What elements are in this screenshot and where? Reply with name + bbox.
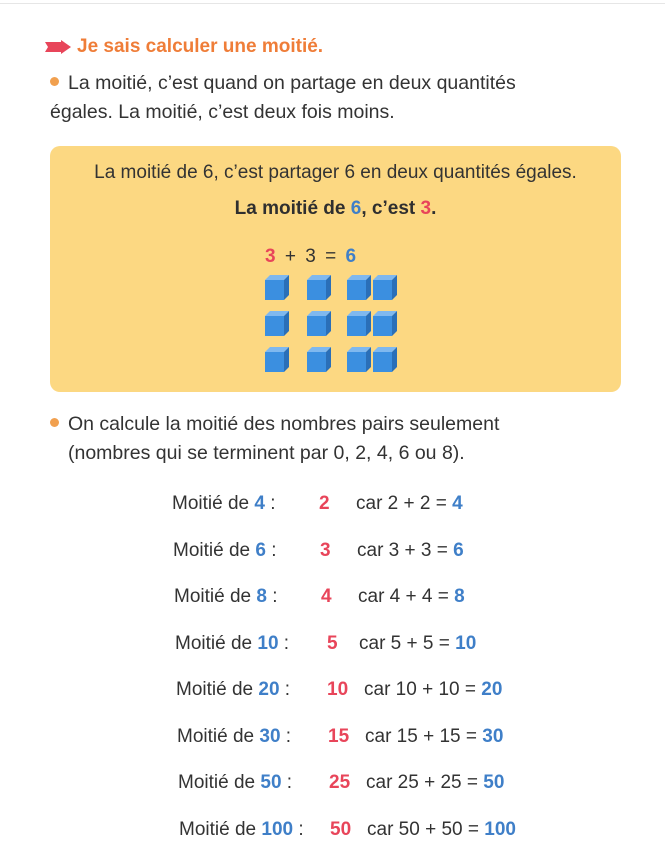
half-row-colon: : [278, 632, 290, 654]
half-row-total: 8 [454, 586, 465, 607]
cube-icon [304, 346, 332, 374]
half-row-sum: car 3 + 3 = [357, 539, 454, 561]
half-row-label [177, 726, 291, 748]
half-row-number: 4 [254, 493, 265, 514]
equation-plus: + [284, 246, 296, 267]
half-row-label [179, 819, 304, 841]
example-equation [265, 246, 356, 268]
cube-icon [370, 346, 398, 374]
half-row-result: 15 [328, 725, 350, 747]
rule-paragraph [50, 410, 590, 468]
half-row-result: 50 [330, 818, 352, 840]
half-row-sum: car 25 + 25 = [366, 772, 484, 793]
half-row-number: 8 [256, 586, 267, 607]
half-row-colon: : [264, 493, 276, 514]
example-line-2-middle: , c’est [361, 198, 421, 219]
half-row-colon: : [293, 818, 304, 840]
half-row-result: 10 [327, 679, 349, 700]
half-row-sum: car 10 + 10 = [364, 679, 482, 700]
cube-icon [344, 310, 372, 338]
half-row-result: 3 [320, 539, 331, 561]
rule-line-1: On calcule la moitié des nombres pairs seulement [68, 413, 500, 435]
half-row-result: 2 [319, 493, 330, 514]
half-row-result: 4 [321, 586, 332, 607]
half-row-prefix: Moitié de [173, 539, 256, 561]
half-row-sum: car 2 + 2 = [356, 493, 453, 514]
section-heading [45, 36, 323, 58]
cube-icon [344, 346, 372, 374]
half-row-check [358, 586, 465, 608]
bullet-icon [50, 77, 59, 86]
cube-icon [304, 310, 332, 338]
half-row-check [366, 772, 504, 794]
example-box [50, 146, 621, 392]
half-row-number: 10 [257, 632, 279, 654]
half-row-check [359, 633, 476, 655]
half-row-result: 5 [327, 632, 338, 654]
arrow-right-icon [45, 40, 71, 54]
half-row-label [173, 540, 277, 562]
half-row-prefix: Moitié de [175, 632, 258, 654]
half-row-prefix: Moitié de [174, 586, 257, 607]
half-row-total: 6 [453, 539, 464, 561]
bullet-icon [50, 418, 59, 427]
equation-total: 6 [345, 246, 357, 267]
half-row-label [175, 633, 289, 655]
half-row-total: 20 [481, 679, 503, 700]
half-row-number: 6 [255, 539, 266, 561]
half-row-label [176, 679, 290, 701]
half-row-check [364, 679, 502, 701]
half-row-total: 10 [455, 632, 477, 654]
cube-icon [262, 310, 290, 338]
half-row-total: 4 [452, 493, 463, 514]
half-row-colon: : [280, 725, 292, 747]
half-row-total: 30 [482, 725, 504, 747]
example-line-1: La moitié de 6, c’est partager 6 en deux quantités égales. [94, 162, 577, 183]
half-row-check [356, 493, 463, 515]
half-row-label [178, 772, 292, 794]
cube-icon [344, 274, 372, 302]
half-row-colon: : [281, 772, 293, 793]
half-row-check [365, 726, 503, 748]
half-row-prefix: Moitié de [172, 493, 255, 514]
half-row-colon: : [279, 679, 291, 700]
example-line-2-suffix: . [431, 198, 437, 219]
half-row-sum: car 15 + 15 = [365, 725, 483, 747]
half-row-sum: car 50 + 50 = [367, 818, 485, 840]
half-row-check [357, 540, 464, 562]
half-row-total: 50 [483, 772, 505, 793]
cube-icon [262, 346, 290, 374]
rule-line-2: (nombres qui se terminent par 0, 2, 4, 6 ou 8). [68, 442, 465, 464]
half-row-label [174, 586, 278, 608]
half-row-label [172, 493, 276, 515]
half-row-prefix: Moitié de [178, 772, 261, 793]
half-row-number: 50 [260, 772, 282, 793]
cube-icon [262, 274, 290, 302]
half-row-number: 100 [261, 818, 294, 840]
half-row-colon: : [266, 586, 278, 607]
section-title: Je sais calculer une moitié. [77, 36, 324, 57]
cube-icon [304, 274, 332, 302]
cube-icon [370, 310, 398, 338]
intro-paragraph [50, 69, 610, 127]
half-row-prefix: Moitié de [177, 725, 260, 747]
top-rule [0, 3, 665, 4]
equation-addend-b: 3 [305, 246, 316, 267]
equation-equals: = [325, 246, 337, 267]
half-row-sum: car 4 + 4 = [358, 586, 455, 607]
example-line-2 [50, 198, 621, 220]
intro-line-1: La moitié, c’est quand on partage en deux quantités [68, 72, 516, 94]
half-row-number: 30 [259, 725, 281, 747]
cube-icon [370, 274, 398, 302]
half-row-result: 25 [329, 772, 351, 793]
example-number: 6 [350, 198, 362, 219]
half-row-check [367, 819, 516, 841]
intro-line-2: égales. La moitié, c’est deux fois moins. [50, 101, 395, 123]
cube-grid [262, 272, 412, 382]
equation-addend-a: 3 [265, 246, 276, 267]
example-line-2-prefix: La moitié de [234, 198, 351, 219]
example-half: 3 [420, 198, 432, 219]
half-row-number: 20 [258, 679, 280, 700]
half-row-total: 100 [484, 818, 516, 840]
half-row-colon: : [265, 539, 277, 561]
half-row-prefix: Moitié de [176, 679, 259, 700]
half-row-prefix: Moitié de [179, 818, 262, 840]
half-row-sum: car 5 + 5 = [359, 632, 456, 654]
